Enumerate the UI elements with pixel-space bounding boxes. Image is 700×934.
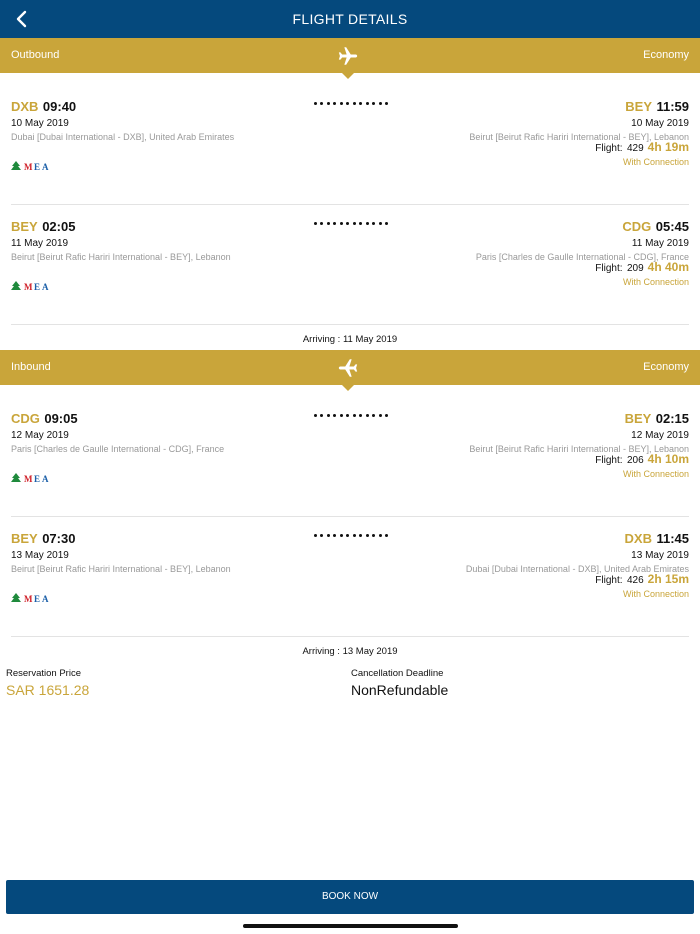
arriving-prefix: Arriving : xyxy=(302,646,340,657)
inbound-label: Inbound xyxy=(11,361,51,373)
arrival-date: 11 May 2019 xyxy=(631,238,689,249)
route-dots xyxy=(314,102,388,108)
departure-time: 09:40 xyxy=(42,99,77,114)
cancel-value: NonRefundable xyxy=(351,682,449,698)
airplane-icon xyxy=(337,357,359,379)
svg-text:E: E xyxy=(34,162,41,171)
arrival-block xyxy=(466,530,689,574)
departure-code: BEY xyxy=(11,531,38,546)
arriving-prefix: Arriving : xyxy=(302,334,341,345)
top-bar xyxy=(0,0,700,38)
airplane-icon xyxy=(337,45,359,67)
arrival-airport: Beirut [Beirut Rafic Hariri International - BEY], Lebanon xyxy=(469,444,689,454)
departure-block xyxy=(11,530,231,574)
outbound-label: Outbound xyxy=(11,49,60,61)
divider xyxy=(11,636,689,637)
flight-segment xyxy=(0,410,700,530)
connection-text: With Connection xyxy=(622,277,689,287)
arrival-date: 12 May 2019 xyxy=(631,430,689,441)
departure-code: BEY xyxy=(11,219,38,234)
flight-info xyxy=(595,258,689,287)
departure-airport: Dubai [Dubai International - DXB], United Arab Emirates xyxy=(11,132,235,142)
route-dots xyxy=(314,534,388,540)
svg-text:M: M xyxy=(24,474,33,483)
flight-segment xyxy=(0,98,700,218)
departure-time: 02:05 xyxy=(42,219,76,234)
arrival-time: 02:15 xyxy=(655,411,689,426)
connection-text: With Connection xyxy=(622,157,689,167)
departure-airport: Beirut [Beirut Rafic Hariri International - BEY], Lebanon xyxy=(11,564,231,574)
departure-date: 11 May 2019 xyxy=(11,238,69,249)
flight-segment xyxy=(0,530,700,650)
arrival-date: 13 May 2019 xyxy=(631,550,689,561)
flight-label: Flight: xyxy=(595,455,623,466)
mea-logo xyxy=(11,593,69,603)
arrival-code: CDG xyxy=(622,219,652,234)
departure-code: DXB xyxy=(11,99,39,114)
arrival-time: 11:59 xyxy=(656,99,689,114)
outbound-cabin: Economy xyxy=(643,49,689,61)
connection-text: With Connection xyxy=(622,589,689,599)
arrival-time: 05:45 xyxy=(655,219,689,234)
departure-date: 12 May 2019 xyxy=(11,430,69,441)
outbound-arriving xyxy=(0,334,700,345)
departure-block xyxy=(11,218,231,262)
flight-number: 426 xyxy=(626,575,644,586)
departure-airport: Paris [Charles de Gaulle International - CDG], France xyxy=(11,444,225,454)
arriving-date: 11 May 2019 xyxy=(342,334,398,345)
connection-text: With Connection xyxy=(622,469,689,479)
price-label: Reservation Price xyxy=(6,668,81,679)
svg-text:M: M xyxy=(24,282,33,291)
band-notch xyxy=(342,385,354,391)
book-now-button[interactable]: BOOK NOW xyxy=(6,880,694,914)
inbound-header xyxy=(0,350,700,385)
flight-duration: 4h 40m xyxy=(647,260,689,274)
flight-segment xyxy=(0,218,700,338)
arrival-code: DXB xyxy=(624,531,652,546)
flight-duration: 4h 10m xyxy=(647,452,689,466)
departure-time: 09:05 xyxy=(44,411,78,426)
svg-text:M: M xyxy=(24,594,33,603)
route-dots xyxy=(314,222,388,228)
band-notch xyxy=(342,73,354,79)
flight-number: 209 xyxy=(626,263,644,274)
arrival-date: 10 May 2019 xyxy=(631,118,689,129)
svg-text:E: E xyxy=(34,594,41,603)
divider xyxy=(11,516,689,517)
svg-text:M: M xyxy=(24,162,33,171)
flight-label: Flight: xyxy=(595,575,623,586)
arrival-time: 11:45 xyxy=(656,531,689,546)
price-value: SAR 1651.28 xyxy=(6,682,90,698)
flight-info xyxy=(595,138,689,167)
inbound-arriving xyxy=(0,646,700,657)
arrival-airport: Dubai [Dubai International - DXB], United Arab Emirates xyxy=(465,564,689,574)
inbound-cabin: Economy xyxy=(643,361,689,373)
arrival-block xyxy=(469,98,689,142)
divider xyxy=(11,324,689,325)
svg-text:A: A xyxy=(42,282,49,291)
departure-date: 13 May 2019 xyxy=(11,550,69,561)
arrival-airport: Paris [Charles de Gaulle International - CDG], France xyxy=(475,252,689,262)
flight-label: Flight: xyxy=(595,143,623,154)
flight-duration: 2h 15m xyxy=(647,572,689,586)
arrival-block xyxy=(469,410,689,454)
svg-text:A: A xyxy=(42,474,49,483)
arriving-date: 13 May 2019 xyxy=(342,646,398,657)
outbound-header xyxy=(0,38,700,73)
arrival-code: BEY xyxy=(624,411,652,426)
mea-logo xyxy=(11,161,69,171)
flight-info xyxy=(595,570,689,599)
svg-text:A: A xyxy=(42,594,49,603)
arrival-airport: Beirut [Beirut Rafic Hariri International - BEY], Lebanon xyxy=(469,132,689,142)
arrival-code: BEY xyxy=(625,99,652,114)
arrival-block xyxy=(476,218,689,262)
svg-text:A: A xyxy=(42,162,49,171)
flight-number: 206 xyxy=(626,455,644,466)
flight-label: Flight: xyxy=(595,263,623,274)
flight-number: 429 xyxy=(626,143,644,154)
flight-info xyxy=(595,450,689,479)
departure-code: CDG xyxy=(11,411,40,426)
departure-airport: Beirut [Beirut Rafic Hariri International - BEY], Lebanon xyxy=(11,252,231,262)
svg-text:E: E xyxy=(34,474,41,483)
home-indicator xyxy=(243,924,458,928)
departure-block xyxy=(11,98,234,142)
flight-duration: 4h 19m xyxy=(647,140,689,154)
page-title: FLIGHT DETAILS xyxy=(292,11,408,27)
departure-time: 07:30 xyxy=(42,531,76,546)
route-dots xyxy=(314,414,388,420)
mea-logo xyxy=(11,281,69,291)
svg-text:E: E xyxy=(34,282,41,291)
cancel-label: Cancellation Deadline xyxy=(351,668,444,679)
departure-block xyxy=(11,410,224,454)
mea-logo xyxy=(11,473,69,483)
departure-date: 10 May 2019 xyxy=(11,118,69,129)
divider xyxy=(11,204,689,205)
